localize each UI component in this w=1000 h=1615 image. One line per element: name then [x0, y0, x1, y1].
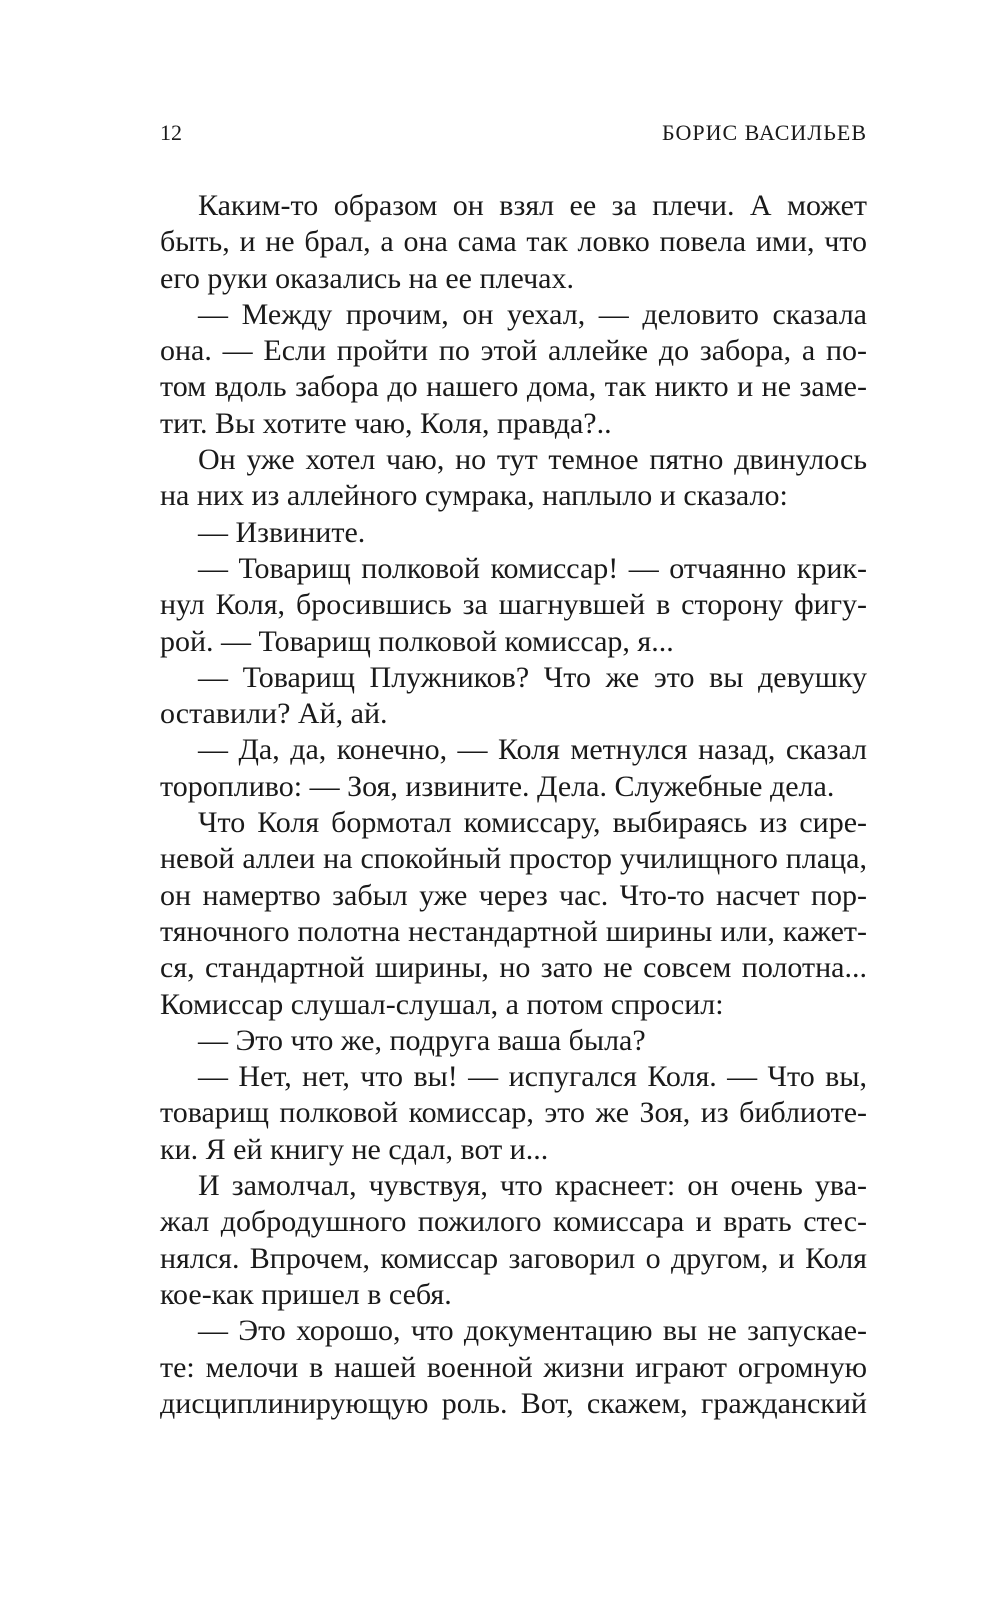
text-line: том вдоль забора до нашего дома, так никто и не заме-	[160, 370, 867, 404]
text-line: — Товарищ полковой комиссар! — отчаянно крик-	[198, 551, 867, 585]
text-line: он намертво забыл уже через час. Что-то насчет пор-	[160, 878, 867, 912]
text-line: тит. Вы хотите чаю, Коля, правда?..	[160, 406, 612, 440]
text-line: его руки оказались на ее плечах.	[160, 261, 574, 295]
text-line: дисциплинирующую роль. Вот, скажем, гражданский	[160, 1386, 867, 1420]
text-line: ся, стандартной ширины, но зато не совсем полотна...	[160, 951, 867, 985]
text-line: быть, и не брал, а она сама так ловко повела ими, что	[160, 225, 867, 259]
text-line: — Это хорошо, что документацию вы не запускае-	[198, 1314, 867, 1348]
text-line: нялся. Впрочем, комиссар заговорил о другом, и Коля	[160, 1241, 867, 1275]
page-number: 12	[160, 120, 182, 145]
author-name: БОРИС ВАСИЛЬЕВ	[662, 120, 867, 145]
text-line: товарищ полковой комиссар, это же Зоя, из библиоте-	[160, 1096, 867, 1130]
text-line: рой. — Товарищ полковой комиссар, я...	[160, 624, 674, 658]
text-line: Комиссар слушал-слушал, а потом спросил:	[160, 987, 724, 1021]
text-line: — Между прочим, он уехал, — деловито сказала	[198, 297, 867, 331]
text-line: тяночного полотна нестандартной ширины или, кажет-	[160, 914, 867, 948]
text-line: Что Коля бормотал комиссару, выбираясь из сире-	[198, 806, 867, 840]
text-line: — Да, да, конечно, — Коля метнулся назад, сказал	[198, 733, 867, 767]
text-line: — Нет, нет, что вы! — испугался Коля. — Что вы,	[198, 1060, 867, 1094]
text-line: торопливо: — Зоя, извините. Дела. Служебные дела.	[160, 769, 835, 803]
text-line: жал добродушного пожилого комиссара и врать стес-	[160, 1205, 867, 1239]
text-line: нул Коля, бросившись за шагнувшей в сторону фигу-	[160, 588, 867, 622]
text-line: ки. Я ей книгу не сдал, вот и...	[160, 1132, 549, 1166]
text-line: оставили? Ай, ай.	[160, 697, 388, 731]
text-line: Он уже хотел чаю, но тут темное пятно двинулось	[198, 443, 867, 477]
text-line: И замолчал, чувствуя, что краснеет: он очень ува-	[198, 1169, 867, 1203]
text-line: на них из аллейного сумрака, наплыло и сказало:	[160, 479, 788, 513]
text-line: Каким-то образом он взял ее за плечи. А может	[198, 189, 867, 222]
text-line: те: мелочи в нашей военной жизни играют огромную	[160, 1350, 867, 1384]
body-text	[160, 188, 867, 1422]
text-line: — Это что же, подруга ваша была?	[198, 1023, 646, 1057]
text-line: — Извините.	[198, 515, 366, 549]
text-line: кое-как пришел в себя.	[160, 1277, 452, 1311]
text-line: — Товарищ Плужников? Что же это вы девушку	[198, 660, 867, 694]
text-line: невой аллеи на спокойный простор училищного плаца,	[160, 842, 867, 876]
running-head	[160, 118, 867, 148]
text-line: она. — Если пройти по этой аллейке до забора, а по-	[160, 334, 867, 368]
